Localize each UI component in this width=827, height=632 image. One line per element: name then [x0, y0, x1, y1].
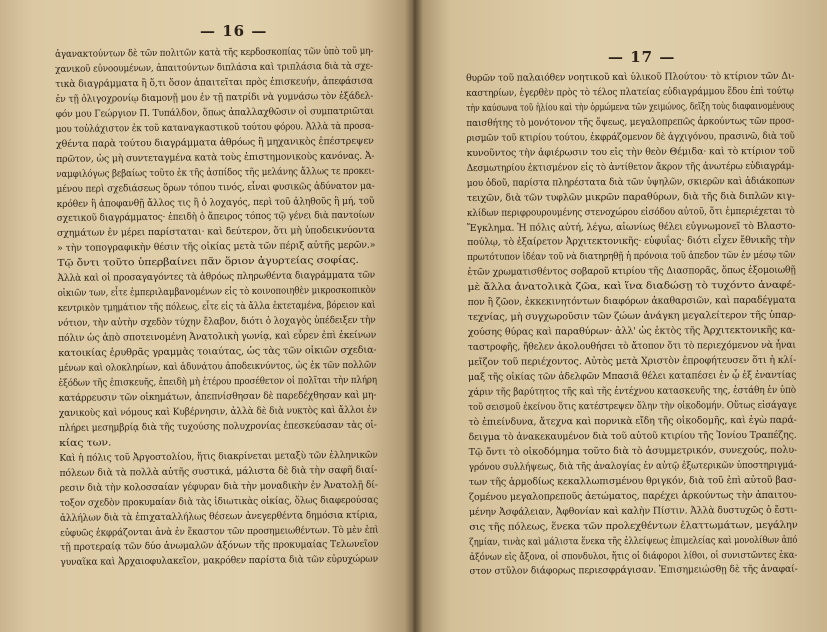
- text-line: πον ἢ ζῶον, ἐκκεκινητόντων διαφόρων ἀκαθαρσιῶν, καὶ παραδέγματα: [467, 294, 796, 309]
- page-number: — 16 —: [200, 22, 268, 40]
- text-line: Ἔγκλημα. Ἡ πόλις αὐτή, λέγω, αἰωνίως θέλει εὐγνωμονεῖ τὸ Βλαστο-: [467, 220, 796, 234]
- text-line: χανικοὺς καὶ νόμους καὶ Κυβέρνησιν, ἀλλὰ δὲ διὰ νυκτὸς καὶ ἄλλοι ἐν: [58, 404, 377, 419]
- right-page: [413, 0, 827, 632]
- text-line: » τὴν τοπογραφικὴν θέσιν τῆς οἰκίας μετὰ τῶν πέριξ αὐτῆς μερῶν.»: [57, 240, 376, 255]
- text-line: καστηρίων, ἐγερθὲν πρὸς τὸ τέλος πλατείας εὐδιαγράμμου ἕδου ἐπὶ τούτῳ: [466, 85, 794, 99]
- text-line: φόν μου Γεώργιον Π. Τυπάλδον, ὅπως ἀπαλλαχθῶσιν οἱ συμπατριῶται: [55, 105, 374, 120]
- text-line: μου ὁδοῦ, παρίστα πληρέστατα διὰ τῶν ὑψηλῶν, σκιερῶν καὶ ἀδιάκοπων: [466, 175, 795, 189]
- text-line: μαξ τῆς οἰκίας τῶν ἀδελφῶν Μπασιᾶ θέλει καταπέσει ἐν ᾧ ἐξ ἐναντίας: [468, 369, 797, 384]
- text-line: Τῷ ὄντι τὸ οἰκοδόμημα τοῦτο διὰ τὸ ἀσυμμετρικόν, συνεχούς, πολυ-: [468, 444, 797, 458]
- text-line: Ἀλλὰ καὶ οἱ προσαγαγόντες τὰ ἀθρόως πληρωθέντα διαγράμματα τῶν: [57, 269, 376, 285]
- text-line: στον στῦλον διάφορως περιεσφράγισαν. Ἐπισημειώσθῃ δὲ τῆς ἀναφαί-: [469, 564, 798, 578]
- text-line: των τῆς ἁρμοδίως κεκαλλωπισμένου θριγκόν, διὰ τοῦ ἐπὶ αὐτοῦ βασ-: [468, 474, 797, 488]
- text-line: μὲ ἄλλα ἀνατολικὰ ζῶα, καὶ ἵνα διαδώσῃ τὸ τυχόντο ἀναφέ-: [467, 280, 796, 294]
- text-line: τοῦ σεισμοῦ ἐκείνου ὅτις κατέστρεψεν ὅλην τὴν οἰκοδομήν. Οὕτως εἰσάγαγε: [468, 399, 797, 413]
- text-line: τεχνίας, μὴ συγχωροῦσιν τῶν ζώων ἀνάγκη μεγαλείτερον τῆς ὑπαρ-: [467, 309, 796, 324]
- text-line: ἀγανακτούντων δὲ τῶν πολιτῶν κατὰ τῆς κερδοσκοπίας τῶν ὑπὸ τοῦ μη-: [55, 45, 374, 60]
- text-line: Τῷ ὄντι τοῦτο ὑπερβαίνει πᾶν ὅριον ἀγυρτείας σοφίας.: [57, 255, 359, 270]
- text-line: ζομένου μεγαλοπρεποῦς ἀετώματος, παρέχει ἀρκούντως τὴν ἀπαιτου-: [468, 489, 797, 503]
- text-line: ρισμῶν τοῦ κτιρίου τούτου, ἐκφράζομενον δὲ ἀγχιγόνου, πρασινῶ, διὰ τοῦ: [466, 130, 795, 144]
- text-line: ναμφιλόγως βεβαίως τοῦτο ἐκ τῆς ἀσπίδος τῆς μελάνης ἄλλως τε προκει-: [56, 165, 375, 180]
- text-line: ἀξόνων εἰς ἄξονα, οἱ σπονδυλοι, ἥτις οἱ διάφοροι λίθοι, οἱ συνιστῶντες ἑκα-: [469, 549, 798, 563]
- text-line: χανικοῦ εὐνοουμένων, ἀπαιτούντων διπλάσια καὶ τριπλάσια διὰ τὰ σχε-: [55, 60, 373, 75]
- text-line: τὴν καύσωνα τοῦ ἡλίου καὶ τὴν ὁρμώμενα τῶν χειμώνος, δεῖξη τοὺς διαφαινομένους: [466, 100, 795, 114]
- text-line: νότιον, τὴν αὐτὴν σχεδὸν τύχην ἔλαβον, διότι ὁ λοχαγὸς ὑπέδειξεν τὴν: [57, 314, 376, 330]
- text-line: γυναῖκα καὶ Ἀρχαιοφυλακεῖον, μακρόθεν παρίστα διὰ τῶν εὐρυχώρων: [60, 554, 379, 569]
- text-line: πόλιν ὡς ἀπὸ σποτεινομένη Ἀνατολικὴ γωνίᾳ, καὶ εὗρεν ἐπὶ ἐκείνων: [57, 329, 377, 345]
- text-line: εὐφυῶς ἐκφράζονται ἀνὰ ἐν ἕκαστον τῶν προσημειωθέντων. Τὸ μὲν ἐπὶ: [60, 524, 379, 539]
- text-line: ἀλλήλων διὰ τὰ ἐπιχαταλλήλως θέσεων ἀνεγερθέντα δημόσια κτίρια,: [59, 509, 378, 524]
- text-line: δειγμα τὸ ἀνακεκαυμένον διὰ τοῦ αὐτοῦ κτιρίου τῆς Ἰονίου Τραπέζης.: [468, 429, 797, 443]
- text-line: κατοικίας ἐρυθρᾶς γραμμὰς τοιαύτας, ὡς τὰς τῶν οἰκιῶν σχεδια-: [58, 344, 377, 360]
- text-line: σχημάτων ἐν μέρει παρίσταται· καὶ δεύτερον, ὅτι μὴ ὑποδεικνύοντα: [56, 225, 375, 240]
- text-line: παισθήτης τὸ μονότονον τῆς ὄψεως, μεγαλοπρεπῶς ἀρκούντως τῶν προσ-: [466, 115, 795, 129]
- text-line: γρόνου συλλήψεως, διὰ τῆς ἀναλογίας ἐν αὐτῷ ἐξωτερικῶν ὑποστηριγμά-: [468, 459, 797, 473]
- text-line: τῇ προτεραίᾳ τῶν δύο ἀνωμαλῶν ἀξόνων τῆς προκυμαίας Τελωνεῖον: [60, 539, 379, 554]
- page-number: — 17 —: [608, 48, 676, 66]
- text-line: πρῶτον, ὡς μὴ συντεταγμένα κατὰ τοὺς ἐπιστημονικοὺς κανόνας. Ἀ-: [56, 150, 375, 165]
- text-line: ἐν τῇ ὀλιγοχρονίῳ διαμονῇ μου ἐν τῇ πατρίδι νὰ γυμνάσω τὸν ἐξάδελ-: [55, 90, 374, 105]
- text-line: χούσης θύρας καὶ παραθύρων· ἀλλ' ὡς ἐκτὸς τῆς Ἀρχιτεκτονικῆς κα-: [467, 324, 796, 339]
- text-line: χάριν τῆς βαρύτητος τῆς καὶ τῆς ἐντέχνου κατασκευῆς της, ἐστάθη ἐν ὑπὸ: [468, 384, 797, 399]
- text-line: κεντρικὸν τμημάτιον τῆς πόλεως, εἶτε εἰς τὰ ἄλλα ἐκτεταμένα, βόρειον καὶ: [57, 299, 376, 315]
- text-line: ἐτῶν χρωματισθέντος σοβαροῦ κτιρίου τῆς Διασπορᾶς, ὅπως ἐξομοιωθῇ: [467, 265, 796, 279]
- text-line: Καὶ ἡ πόλις τοῦ Ἀργοστολίου, ἥτις διακρίνεται μεταξὺ τῶν ἑλληνικῶν: [59, 449, 378, 464]
- book-gutter: [405, 0, 423, 632]
- text-line: τὸ ἐπιείνδυνα, ἄτεχνα καὶ πορνικὰ εἴδη τῆς οἰκοδομῆς, καὶ ἐγὼ παρά-: [468, 414, 797, 428]
- text-line: πούλῳ, τὸ ἐξαίρετον Ἀρχιτεκτονικῆς· εὐφυΐας· διότι εἶχεν ἔθνικῆς τὴν: [467, 235, 796, 249]
- text-line: χθέντα παρὰ τούτου διαγράμματα ἀθρόως ἢ μηχανικὸς ἐπέστρεψεν: [55, 135, 374, 150]
- text-line: θυρῶν τοῦ παλαιόθεν νοητικοῦ καὶ ὑλικοῦ Πλούτου· τὸ κτίριον τῶν Δι-: [466, 70, 795, 84]
- text-line: ταστροφῆς, ἤθελεν ἀκολουθήσει τὸ ἄτοπον ὅτι τὸ περιεχόμενον νὰ ἦναι: [467, 339, 796, 354]
- page-body-text: [55, 45, 378, 572]
- text-line: πόλεων διὰ τὰ πολλὰ αὐτῆς συστικά, μάλιστα δὲ διὰ τὴν σαφῆ διαί-: [59, 464, 378, 479]
- text-line: ἐξόδων τῆς ἐπισκευῆς, ἐπειδὴ μὴ ἑτέρου προσέθετον οἱ πολῖται τὴν πλήρη: [58, 374, 377, 389]
- text-line: πρωτότυπον ἰδέαν τοῦ νὰ διατηρηθῇ ἡ πρόνοια τοῦ ἀπεδον τῶν ἐν μέσῳ τῶν: [467, 250, 796, 264]
- text-line: σις τῆς πόλεως, ἕνεκα τῶν προλεχθέντων ἐλαττωμάτων, μεγάλην: [469, 519, 798, 533]
- left-page: [0, 0, 413, 632]
- text-line: κίας των.: [59, 437, 112, 449]
- text-line: κρόθεν ἢ ἀποφανθῇ ἄλλος τις ἢ ὁ λοχαγός, περὶ τοῦ ἀληθοῦς ἢ μή, τοῦ: [56, 195, 375, 210]
- text-line: τοξον σχεδὸν προκυμαίαν διὰ τὰς ἰδιωτικὰς οἰκίας, ὅλως διαφερούσας: [59, 494, 378, 509]
- text-line: μου τοὐλάχιστον ἐκ τοῦ καταναγκαστικοῦ τούτου φόρου. Ἀλλὰ τὰ προσα-: [55, 120, 374, 135]
- text-line: οἰκιῶν των, εἶτε ἐμπεριλαμβανομένων εἰς τὸ κοινοποιηθὲν μικροσκοπικὸν: [57, 284, 376, 300]
- text-line: κατάρρευσιν τῶν οἰκημάτων, ἀπεπνίσθησαν δὲ παρεδέχθησαν καὶ μη-: [58, 389, 377, 404]
- text-line: σχετικοῦ διαγράμματος· ἐπειδὴ ὁ ἄπειρος τόπος τῷ γένει διὰ παντοίων: [56, 210, 375, 225]
- text-line: κλίδων περιφρουρουμένης στενοχώρου εἰσόδου αὐτοῦ, ὅτι ἐμπεριέχεται τὸ: [466, 205, 795, 219]
- text-line: μένην Ἀσφάλειαν, Ἀφθονίαν καὶ καλὴν Πίστιν. Ἀλλὰ δυστυχῶς ὁ ἔστι-: [469, 504, 798, 518]
- text-line: κυνοῦντος τὴν ἀφιέρωσιν του εἰς τὴν θεὸν Θέμιδα· καὶ τὸ κτίριον τοῦ: [466, 145, 795, 159]
- text-line: ρεσιν διὰ τὴν κολοσσαίαν γέφυραν διὰ τὴν μοναδικὴν ἐν Ἀνατολῇ δί-: [59, 479, 378, 494]
- text-line: πλήρει μεσημβρίᾳ διὰ τῆς τυχούσης πολυχρονίας ἐπεσκεύασαν τὰς οἰ-: [58, 419, 377, 434]
- text-line: ζημίαν, τινὰς καὶ μάλιστα ἕνεκα τῆς ἐλλείψεως ἐπιμελείας καὶ μονολίθων ἀπό: [469, 534, 798, 548]
- text-line: τειχῶν, διὰ τῶν τυφλῶν μικρῶν παραθύρων, διὰ τῆς διὰ διπλῶν κιγ-: [466, 190, 795, 204]
- text-line: μένου περὶ σχεδιάσεως ὅρων τόπου τινός, εἶναι φυσικῶς ἀδύνατον μα-: [56, 180, 375, 195]
- text-line: Δεσμωτηρίου ἐκτισμένον εἰς τὸ ἀντίθετον ἄκρον τῆς ἀνωτέρω εὐδιαγράμ-: [466, 160, 795, 174]
- text-line: μεῖζον τοῦ περιέχοντος. Αὐτὸς μετὰ Χριστὸν ἐπροφήτευσεν ὅτι ἡ κλί-: [467, 354, 797, 369]
- page-body-text: [466, 70, 798, 581]
- text-line: τικὰ διαγράμματα ἢ ὅ,τι ὅσον ἀπαιτεῖται πρὸς ἐπισκευήν, ἀπεφάσισα: [55, 75, 374, 90]
- text-line: μένων καὶ ολοκληρίων, καὶ ἀδυνάτου ἀποδεικνύντος, ὡς ἐκ τῶν πολλῶν: [58, 359, 377, 374]
